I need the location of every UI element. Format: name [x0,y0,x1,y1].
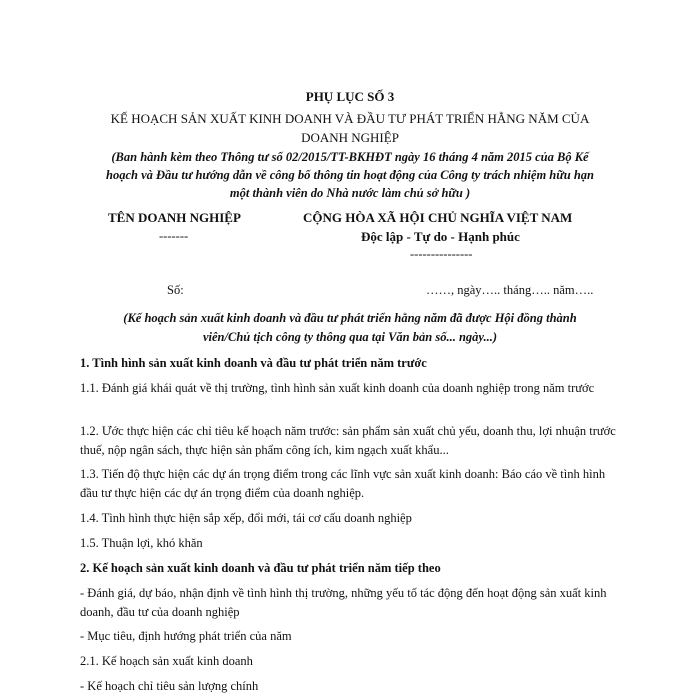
document-title-line1: KẾ HOẠCH SẢN XUẤT KINH DOANH VÀ ĐẦU TƯ PHÁT TRIỂN HẰNG NĂM CỦA [110,111,590,126]
issued-note-line1: (Ban hành kèm theo Thông tư số 02/2015/TT-BKHĐT ngày 16 tháng 4 năm 2015 của Bộ Kế [111,150,589,164]
document-number-label: Số: [167,283,184,297]
place-date-line: ……, ngày….. tháng….. năm….. [426,283,594,297]
paragraph-1-1: 1.1. Đánh giá khái quát về thị trường, tình hình sản xuất kinh doanh của doanh nghiệp trong năm trước [80,381,595,395]
document-title-line2: DOANH NGHIỆP [301,130,399,145]
paragraph-1-4: 1.4. Tình hình thực hiện sắp xếp, đổi mới, tái cơ cấu doanh nghiệp [80,511,412,525]
paragraph-1-5: 1.5. Thuận lợi, khó khăn [80,536,203,550]
motto-divider: --------------- [410,247,473,261]
approval-note-line1: (Kế hoạch sản xuất kinh doanh và đầu tư phát triển hằng năm đã được Hội đồng thành [123,311,577,325]
issued-note-line2: hoạch và Đầu tư hướng dẫn về công bố thông tin hoạt động của Công ty trách nhiệm hữu hạn [106,168,594,182]
approval-note-line2: viên/Chủ tịch công ty thông qua tại Văn bản số... ngày...) [202,330,498,344]
paragraph-2-assessment: - Đánh giá, dự báo, nhận định về tình hình thị trường, những yếu tố tác động đến hoạt động sản xuất kinh doanh, đầu tư của doanh nghiệp [80,586,607,619]
paragraph-2-1: 2.1. Kế hoạch sản xuất kinh doanh [80,654,253,668]
paragraph-1-2: 1.2. Ước thực hiện các chỉ tiêu kế hoạch năm trước: sản phẩm sản xuất chủ yếu, doanh thu, lợi nhuận trước thuế, nộp ngân sách, thực hiện sản phẩm công ích, kim ngạch xuất khẩu... [80,424,616,457]
national-motto: Độc lập - Tự do - Hạnh phúc [361,229,520,244]
company-name-label: TÊN DOANH NGHIỆP [108,210,241,225]
paragraph-2-goals: - Mục tiêu, định hướng phát triển của năm [80,629,292,643]
country-name: CỘNG HÒA XÃ HỘI CHỦ NGHĨA VIỆT NAM [303,210,573,225]
paragraph-1-3: 1.3. Tiến độ thực hiện các dự án trọng điểm trong các lĩnh vực sản xuất kinh doanh: Báo cáo về tình hình đầu tư thực hiện các dự án trọng điểm của doanh nghiệp. [80,467,606,500]
paragraph-2-output-targets: - Kế hoạch chỉ tiêu sản lượng chính [80,679,259,693]
company-divider: ------- [159,229,189,243]
issued-note-line3: một thành viên do Nhà nước làm chủ sở hữu ) [229,186,471,200]
section-1-heading: 1. Tình hình sản xuất kinh doanh và đầu tư phát triển năm trước [80,356,427,370]
section-2-heading: 2. Kế hoạch sản xuất kinh doanh và đầu tư phát triển năm tiếp theo [80,561,441,575]
appendix-heading: PHỤ LỤC SỐ 3 [305,89,395,104]
